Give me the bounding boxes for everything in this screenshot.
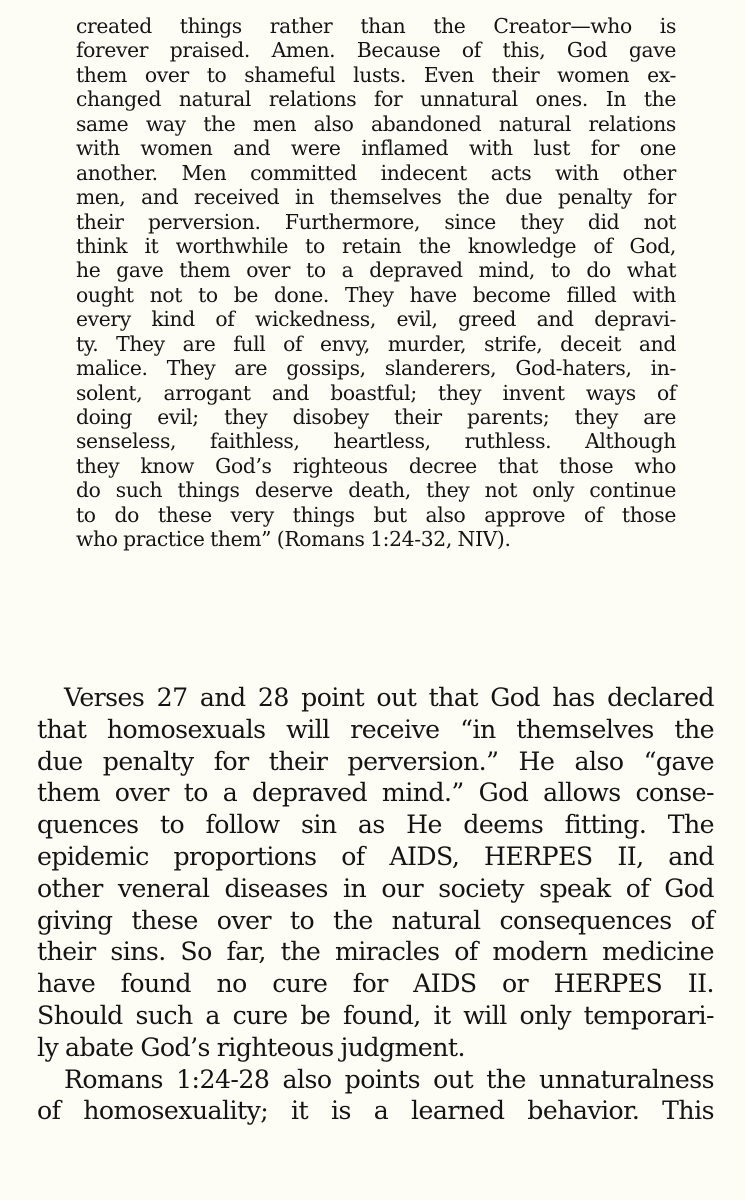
body-line: ly abate God’s righteous judgment. [37,1032,465,1062]
body-line: Verses 27 and 28 point out that God has declared [64,683,714,712]
quote-line: solent, arrogant and boastful; they invent ways of [76,380,676,405]
quote-line: every kind of wickedness, evil, greed and depravi- [76,307,676,332]
quote-line: their perversion. Furthermore, since they did not [76,209,676,234]
quote-line: malice. They are gossips, slanderers, God-haters, in- [76,356,676,381]
quote-line: forever praised. Amen. Because of this, God gave [76,38,676,63]
body-line: quences to follow sin as He deems fitting. The [37,810,714,840]
paragraph-verses-27-28 [37,682,714,1064]
body-line: have found no cure for AIDS or HERPES II. [37,969,714,999]
quote-line: created things rather than the Creator—who is [76,14,676,38]
body-line: them over to a depraved mind.” God allows conse- [37,778,714,808]
body-line: other veneral diseases in our society speak of God [37,873,714,903]
body-line: Should such a cure be found, it will only temporari- [37,1000,714,1030]
quote-line: changed natural relations for unnatural ones. In the [76,87,676,112]
body-line: Romans 1:24-28 also points out the unnaturalness [64,1064,714,1094]
quote-line: they know God’s righteous decree that those who [76,453,676,478]
body-line: due penalty for their perversion.” He also “gave [37,746,714,776]
quote-line: senseless, faithless, heartless, ruthless. Although [76,429,676,454]
quote-line: do such things deserve death, they not only continue [76,478,676,503]
quote-line: with women and were inflamed with lust for one [76,136,676,161]
quote-line: ty. They are full of envy, murder, strife, deceit and [76,331,676,356]
scripture-quote-block [76,14,676,552]
body-line: that homosexuals will receive “in themselves the [37,714,714,744]
body-line: of homosexuality; it is a learned behavior. This [37,1096,714,1126]
body-line: their sins. So far, the miracles of modern medicine [37,937,714,967]
quote-line: to do these very things but also approve of those [76,502,676,527]
paragraph-romans-unnaturalness [37,1064,714,1128]
body-text [37,682,714,1127]
body-line: epidemic proportions of AIDS, HERPES II, and [37,841,714,871]
quote-line: he gave them over to a depraved mind, to do what [76,258,676,283]
quote-line: them over to shameful lusts. Even their women ex- [76,62,676,87]
quote-line: same way the men also abandoned natural relations [76,111,676,136]
quote-line: another. Men committed indecent acts with other [76,160,676,185]
quote-line: men, and received in themselves the due penalty for [76,185,676,210]
quote-line: think it worthwhile to retain the knowledge of God, [76,233,676,258]
body-line: giving these over to the natural consequences of [37,905,714,935]
quote-line: ought not to be done. They have become filled with [76,282,676,307]
quote-citation-line: who practice them” (Romans 1:24-32, NIV). [76,527,511,552]
quote-line: doing evil; they disobey their parents; they are [76,405,676,429]
